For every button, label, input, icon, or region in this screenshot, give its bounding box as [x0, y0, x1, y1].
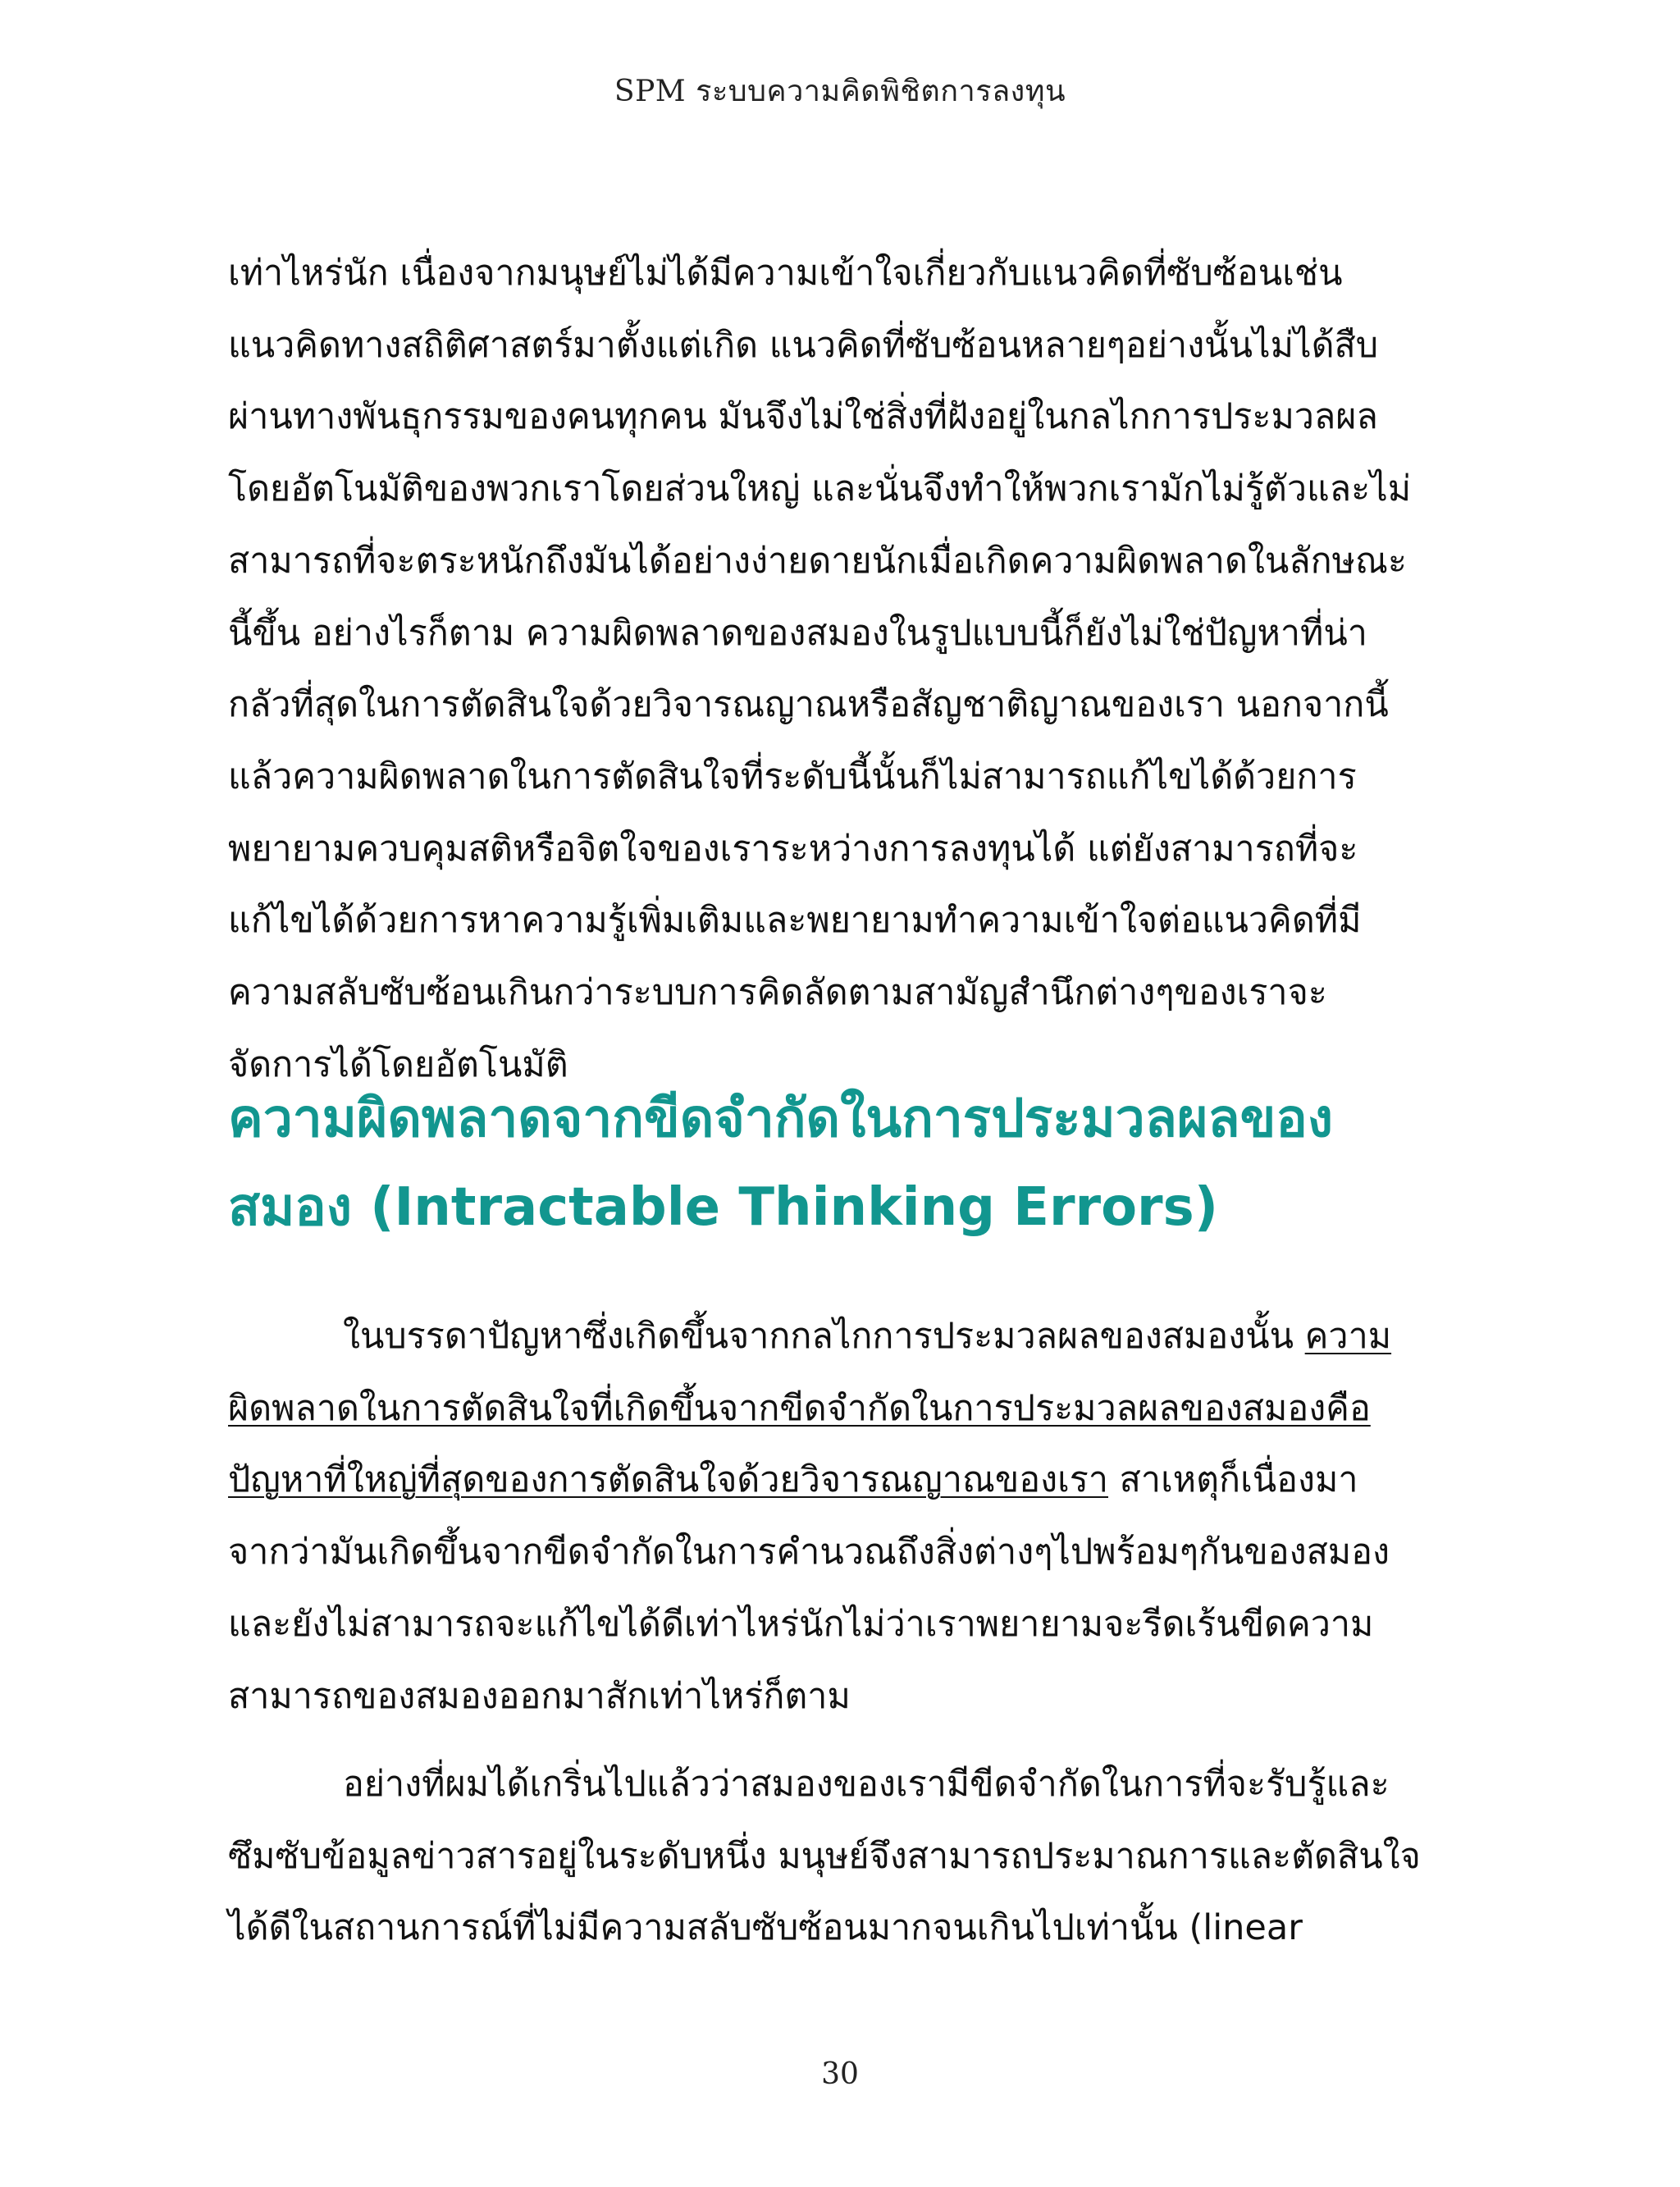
- paragraph-line: และยังไม่สามารถจะแก้ไขได้ดีเท่าไหร่นักไม่ว่าเราพยายามจะรีดเร้นขีดความ: [228, 1603, 1374, 1645]
- paragraph-line: แล้วความผิดพลาดในการตัดสินใจที่ระดับนี้นั้นก็ไม่สามารถแก้ไขได้ด้วยการ: [228, 756, 1357, 797]
- paragraph-line: ความสลับซับซ้อนเกินกว่าระบบการคิดลัดตามสามัญสำนึกต่างๆของเราจะ: [228, 972, 1327, 1014]
- running-header: SPM ระบบความคิดพิชิตการลงทุน: [614, 75, 1066, 108]
- paragraph-line: [228, 1445, 1391, 1517]
- paragraph-line: แก้ไขได้ด้วยการหาความรู้เพิ่มเติมและพยายามทำความเข้าใจต่อแนวคิดที่มี: [228, 900, 1362, 942]
- paragraph-line: นี้ขึ้น อย่างไรก็ตาม ความผิดพลาดของสมองในรูปแบบนี้ก็ยังไม่ใช่ปัญหาที่น่า: [228, 612, 1367, 654]
- paragraph-line: แนวคิดทางสถิติศาสตร์มาตั้งแต่เกิด แนวคิดที่ซับซ้อนหลายๆอย่างนั้นไม่ได้สืบ: [228, 324, 1379, 366]
- paragraph-line: พยายามควบคุมสติหรือจิตใจของเราระหว่างการลงทุนได้ แต่ยังสามารถที่จะ: [228, 828, 1358, 870]
- paragraph-line: โดยอัตโนมัติของพวกเราโดยส่วนใหญ่ และนั่นจึงทำให้พวกเรามักไม่รู้ตัวและไม่: [228, 468, 1412, 510]
- section-heading: [228, 1075, 1333, 1252]
- paragraph-line: จากว่ามันเกิดขึ้นจากขีดจำกัดในการคำนวณถึงสิ่งต่างๆไปพร้อมๆกันของสมอง: [228, 1532, 1390, 1573]
- paragraph-text: ในบรรดาปัญหาซึ่งเกิดขึ้นจากกลไกการประมวลผลของสมองนั้น: [343, 1316, 1305, 1357]
- underlined-text: ความ: [1304, 1316, 1392, 1357]
- paragraph-line: สามารถที่จะตระหนักถึงมันได้อย่างง่ายดายนักเมื่อเกิดความผิดพลาดในลักษณะ: [228, 540, 1407, 582]
- paragraph-line: กลัวที่สุดในการตัดสินใจด้วยวิจารณญาณหรือสัญชาติญาณของเรา นอกจากนี้: [228, 684, 1389, 726]
- section-heading-line-1: ความผิดพลาดจากขีดจำกัดในการประมวลผลของ: [228, 1089, 1334, 1149]
- paragraph-1: [228, 238, 1459, 1101]
- paragraph-line: ได้ดีในสถานการณ์ที่ไม่มีความสลับซับซ้อนมากจนเกินไปเท่านั้น (linear: [228, 1907, 1303, 1949]
- paragraph-3: [228, 1749, 1421, 1965]
- page-number: 30: [821, 2057, 859, 2091]
- paragraph-line: [228, 1373, 1391, 1445]
- paragraph-text: สาเหตุก็เนื่องมา: [1108, 1459, 1358, 1501]
- paragraph-text: อย่างที่ผมได้เกริ่นไปแล้วว่าสมองของเรามีขีดจำกัดในการที่จะรับรู้และ: [343, 1764, 1390, 1805]
- paragraph-line: จัดการได้โดยอัตโนมัติ: [228, 1043, 568, 1085]
- paragraph-line: ซึมซับข้อมูลข่าวสารอยู่ในระดับหนึ่ง มนุษย์จึงสามารถประมาณการและตัดสินใจ: [228, 1835, 1421, 1877]
- page-body: [228, 238, 1459, 1949]
- paragraph-line: ผ่านทางพันธุกรรมของคนทุกคน มันจึงไม่ใช่สิ่งที่ฝังอยู่ในกลไกการประมวลผล: [228, 396, 1378, 438]
- underlined-text: ปัญหาที่ใหญ่ที่สุดของการตัดสินใจด้วยวิจารณญาณของเรา: [228, 1459, 1109, 1501]
- section-heading-line-2: สมอง (Intractable Thinking Errors): [228, 1177, 1218, 1238]
- paragraph-line: สามารถของสมองออกมาสักเท่าไหร่ก็ตาม: [228, 1675, 851, 1717]
- paragraph-line: เท่าไหร่นัก เนื่องจากมนุษย์ไม่ได้มีความเข้าใจเกี่ยวกับแนวคิดที่ซับซ้อนเช่น: [228, 253, 1343, 294]
- paragraph-2: [228, 1301, 1391, 1733]
- paragraph-line: [228, 1749, 1421, 1821]
- underlined-text: ผิดพลาดในการตัดสินใจที่เกิดขึ้นจากขีดจำกัดในการประมวลผลของสมองคือ: [228, 1387, 1371, 1429]
- paragraph-line: [228, 1301, 1391, 1373]
